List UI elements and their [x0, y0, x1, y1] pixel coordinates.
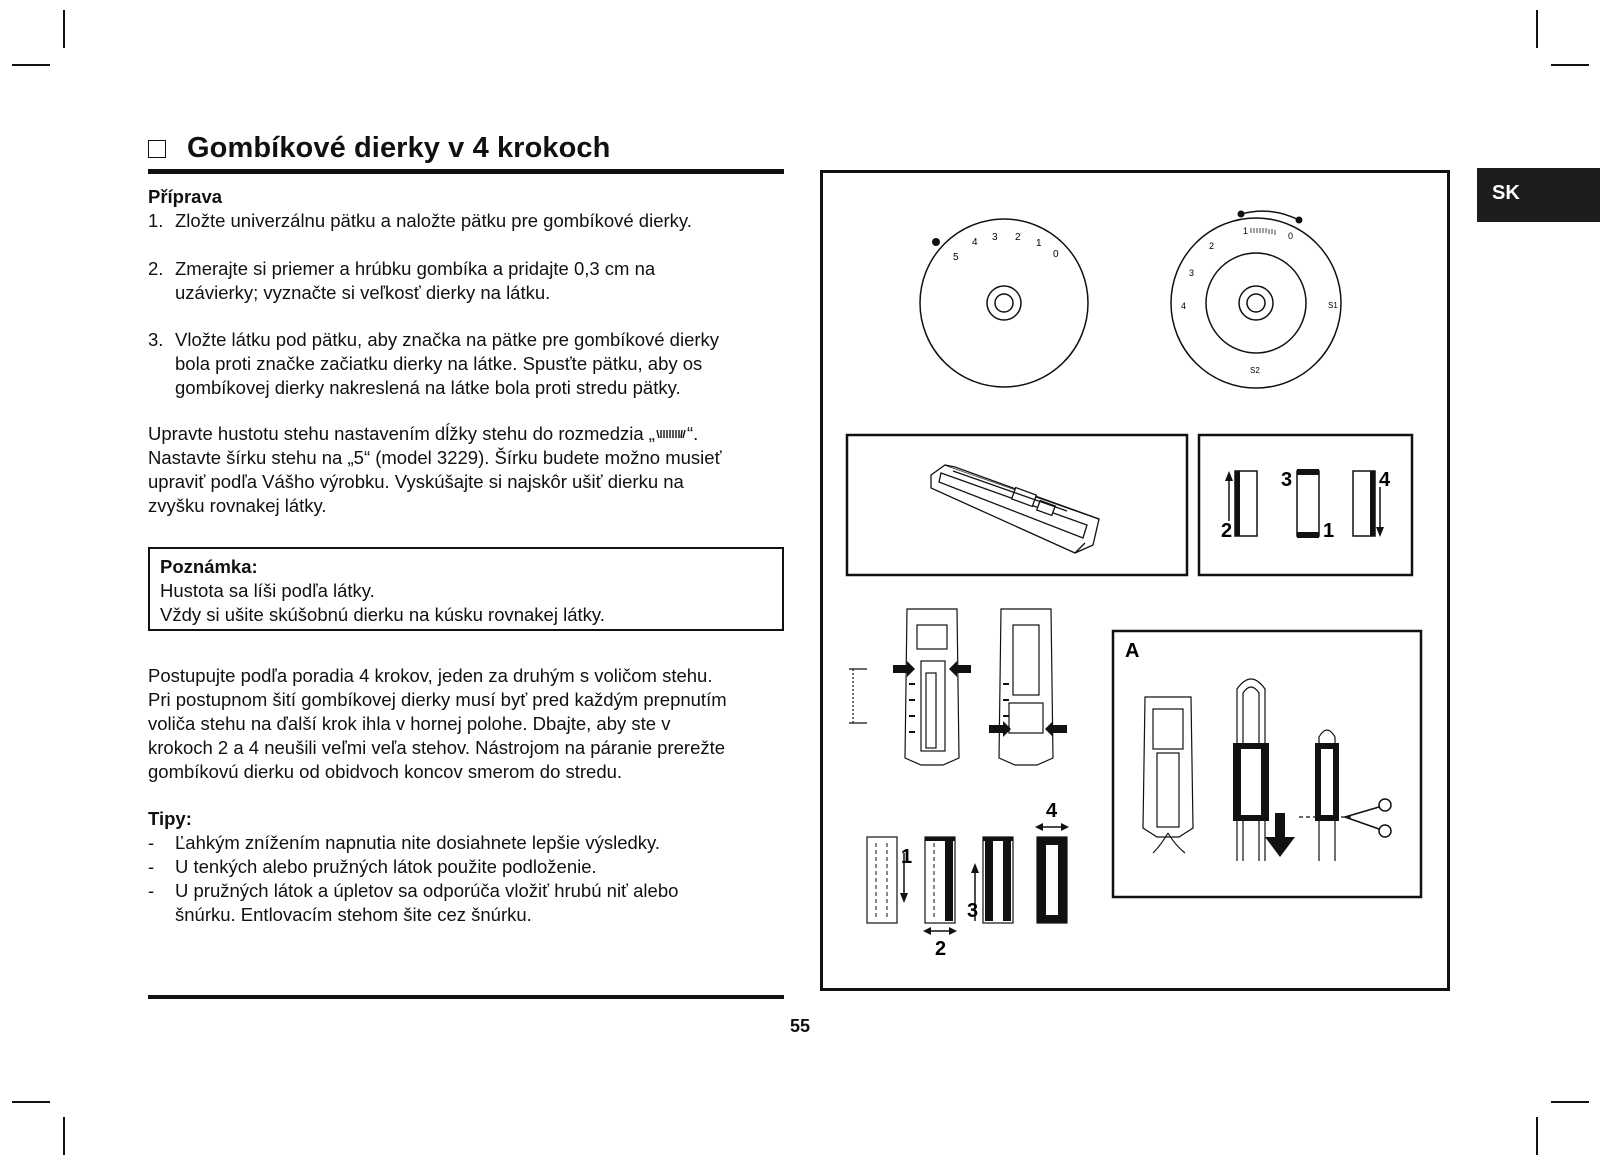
dial-number: 0: [1288, 231, 1294, 241]
crop-mark: [1536, 1117, 1538, 1155]
procedure-text: krokoch 2 a 4 neušili veľmi veľa stehov. Nástrojom na páranie prerežte: [148, 737, 726, 758]
page-number: 55: [789, 1016, 811, 1036]
crop-mark: [63, 10, 65, 48]
dial-number: 4: [1181, 301, 1187, 311]
stitch-steps-panel: [1199, 435, 1412, 575]
stitch-selector-dial: [1171, 211, 1341, 389]
step-text: Vložte látku pod pätku, aby značka na pätke pre gombíkové dierky: [175, 329, 720, 350]
page-title: Gombíkové dierky v 4 krokoch: [187, 131, 611, 164]
density-text: upraviť podľa Vášho výrobku. Vyskúšajte si najskôr ušiť dierku na: [148, 471, 684, 492]
illustration-frame: [820, 170, 1450, 991]
dial-symbol: S1: [1328, 301, 1338, 310]
density-text: zvyšku rovnakej látky.: [148, 495, 327, 516]
illustration-canvas: [823, 173, 1447, 988]
tip-dash: -: [148, 832, 155, 853]
crop-mark: [1551, 64, 1589, 66]
step-text: uzávierky; vyznačte si veľkosť dierky na látku.: [175, 282, 551, 303]
foot-position-diagram: [849, 609, 1067, 765]
note-text: Vždy si ušite skúšobnú dierku na kúsku rovnakej látky.: [160, 604, 605, 625]
dial-number: 3: [992, 232, 998, 243]
procedure-text: Pri postupnom šití gombíkovej dierky musí byť pred každým prepnutím: [148, 689, 727, 710]
step-number: 2.: [148, 258, 164, 279]
step-label: 2: [935, 938, 947, 960]
dial-number: 0: [1053, 249, 1059, 260]
section-heading: [148, 128, 784, 168]
checkbox-square-icon: [148, 140, 166, 158]
tip-item: [148, 855, 788, 879]
tips-heading: Tipy:: [148, 808, 192, 829]
dial-number: 4: [972, 237, 978, 248]
procedure-text: gombíkovú dierku od obidvoch koncov smerom do stredu.: [148, 761, 623, 782]
dial-number: 2: [1015, 232, 1021, 243]
step-label: 3: [967, 900, 979, 922]
tip-text: U tenkých alebo pružných látok použite podloženie.: [175, 856, 597, 877]
bottom-rule: [148, 995, 784, 999]
language-tab: SK: [1477, 168, 1600, 222]
crop-mark: [12, 64, 50, 66]
dial-number: 2: [1209, 241, 1215, 251]
step-number: 1.: [148, 210, 164, 231]
step-label: 1: [1323, 520, 1335, 542]
step-label: 3: [1281, 469, 1293, 491]
cording-panel: [1113, 631, 1421, 897]
tip-text: U pružných látok a úpletov sa odporúča vložiť hrubú niť alebo: [175, 880, 679, 901]
step-text: gombíkovej dierky nakreslená na látke bola proti stredu pätky.: [175, 377, 681, 398]
dial-symbol: S2: [1250, 366, 1260, 375]
panel-label: A: [1125, 640, 1140, 662]
density-text: Upravte hustotu stehu nastavením dĺžky stehu do rozmedzia „: [148, 423, 655, 444]
density-line: [148, 422, 698, 446]
crop-mark: [1551, 1101, 1589, 1103]
dial-number: 3: [1189, 268, 1195, 278]
dial-number: 5: [953, 252, 959, 263]
step-label: 4: [1046, 800, 1058, 822]
note-text: Hustota sa líši podľa látky.: [160, 580, 375, 601]
step-text: bola proti značke začiatku dierky na látke. Spusťte pätku, aby os: [175, 353, 703, 374]
procedure-text: Postupujte podľa poradia 4 krokov, jeden za druhým s voličom stehu.: [148, 665, 713, 686]
dial-number: 1: [1243, 226, 1249, 236]
crop-mark: [12, 1101, 50, 1103]
crop-mark: [63, 1117, 65, 1155]
note-heading: Poznámka:: [160, 556, 258, 577]
buttonhole-foot-panel: [847, 435, 1187, 575]
tip-dash: -: [148, 856, 155, 877]
tip-item: [148, 879, 788, 927]
tip-item: [148, 831, 788, 855]
title-rule: [148, 169, 784, 174]
tip-dash: -: [148, 880, 155, 901]
procedure-text: voliča stehu na ďalší krok ihla v hornej polohe. Dbajte, aby ste v: [148, 713, 671, 734]
step-number: 3.: [148, 329, 164, 350]
step-text: Zmerajte si priemer a hrúbku gombíka a pridajte 0,3 cm na: [175, 258, 656, 279]
note-box: [148, 547, 784, 631]
stitch-length-dial: [920, 219, 1088, 387]
preparation-heading: Příprava: [148, 186, 223, 207]
tip-text: šnúrku. Entlovacím stehom šite cez šnúrku.: [175, 904, 532, 925]
dial-number: 1: [1036, 238, 1042, 249]
step-3: [148, 328, 788, 402]
crop-mark: [1536, 10, 1538, 48]
dial-indicator-dot: [932, 238, 940, 246]
tip-text: Ľahkým znížením napnutia nite dosiahnete lepšie výsledky.: [175, 832, 661, 853]
step-2: [148, 257, 788, 307]
stitch-density-icon: [655, 423, 687, 444]
step-label: 1: [901, 846, 913, 868]
density-text: Nastavte šírku stehu na „5“ (model 3229). Šírku budete možno musieť: [148, 447, 722, 468]
density-text: “.: [686, 423, 699, 444]
step-label: 4: [1379, 469, 1391, 491]
buttonhole-sequence: [867, 800, 1069, 960]
step-label: 2: [1221, 520, 1233, 542]
step-text: Zložte univerzálnu pätku a naložte pätku pre gombíkové dierky.: [175, 210, 692, 231]
